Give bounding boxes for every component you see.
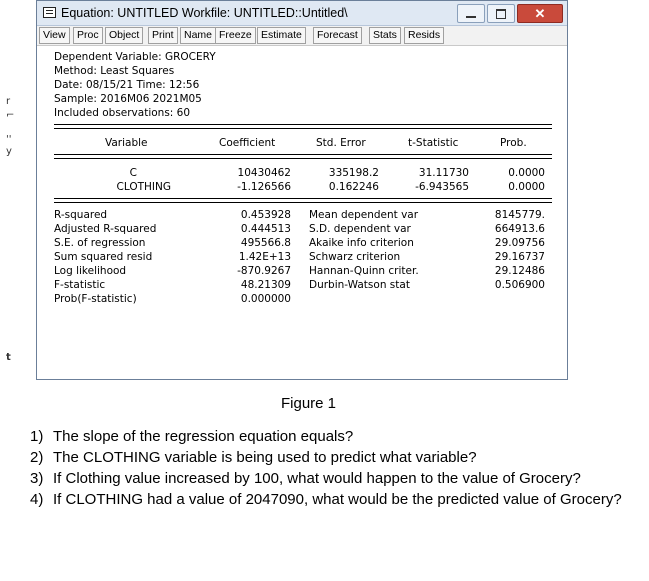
title-bar[interactable] (37, 1, 567, 26)
close-icon: ✕ (534, 6, 546, 21)
equation-window (36, 0, 568, 380)
question-number: 2) (30, 449, 44, 466)
window-title: Equation: UNTITLED Workfile: UNTITLED::Untitled\ (61, 6, 348, 20)
background-mark: r (6, 96, 11, 107)
stat-value: 495566.8 (240, 237, 291, 249)
estimate-button[interactable]: Estimate (257, 27, 306, 44)
column-header: Std. Error (316, 137, 366, 149)
view-button[interactable]: View (39, 27, 70, 44)
question-number: 1) (30, 428, 44, 445)
date-time: Date: 08/15/21 Time: 12:56 (54, 79, 200, 91)
stat-value: 0.444513 (240, 223, 291, 235)
table-cell: 0.162246 (328, 181, 379, 193)
figure-caption: Figure 1 (281, 395, 337, 412)
resids-button[interactable]: Resids (404, 27, 444, 44)
question-text: The slope of the regression equation equals? (53, 428, 354, 445)
table-cell: 335198.2 (328, 167, 379, 179)
included-observations: Included observations: 60 (54, 107, 191, 119)
stat-value: 48.21309 (240, 279, 291, 291)
stat-value: 29.12486 (494, 265, 545, 277)
object-button[interactable]: Object (105, 27, 143, 44)
stat-value: 29.09756 (494, 237, 545, 249)
background-mark: ⌐ (6, 110, 15, 121)
name-button[interactable]: Name (180, 27, 216, 44)
maximize-button[interactable] (487, 4, 515, 23)
list-item (30, 426, 630, 447)
background-mark: t (6, 352, 11, 363)
stat-label: Sum squared resid (54, 251, 153, 263)
table-cell: 0.0000 (508, 181, 545, 193)
stat-value: 1.42E+13 (238, 251, 291, 263)
question-list (30, 426, 630, 510)
sample: Sample: 2016M06 2021M05 (54, 93, 202, 105)
table-cell: -6.943565 (415, 181, 469, 193)
freeze-button[interactable]: Freeze (215, 27, 256, 44)
table-cell: 0.0000 (508, 167, 545, 179)
minimize-button[interactable] (457, 4, 485, 23)
stat-value: 0.506900 (494, 279, 545, 291)
background-window-strip (0, 0, 40, 380)
background-mark: '' (6, 134, 12, 145)
stat-value: 29.16737 (494, 251, 545, 263)
stats-button[interactable]: Stats (369, 27, 401, 44)
question-number: 3) (30, 470, 44, 487)
stat-value: 0.453928 (240, 209, 291, 221)
stat-label: S.E. of regression (54, 237, 146, 249)
column-header: Coefficient (219, 137, 276, 149)
table-cell: C (129, 167, 137, 179)
dependent-variable: Dependent Variable: GROCERY (54, 51, 216, 63)
stat-value: -870.9267 (237, 265, 291, 277)
regression-output (37, 46, 567, 379)
close-button[interactable] (517, 4, 563, 23)
column-header: Variable (105, 137, 148, 149)
stat-label: R-squared (54, 209, 108, 221)
toolbar (37, 26, 567, 46)
window-menu-icon[interactable] (43, 7, 56, 18)
stat-label: Adjusted R-squared (54, 223, 157, 235)
stat-value: 664913.6 (494, 223, 545, 235)
list-item (30, 447, 630, 468)
stat-label: F-statistic (54, 279, 106, 291)
table-rule (54, 154, 552, 159)
stat-label: Prob(F-statistic) (54, 293, 137, 305)
stat-value: 8145779. (494, 209, 545, 221)
forecast-button[interactable]: Forecast (313, 27, 362, 44)
method: Method: Least Squares (54, 65, 175, 77)
stat-label: Mean dependent var (309, 209, 419, 221)
question-text: The CLOTHING variable is being used to predict what variable? (53, 449, 477, 466)
proc-button[interactable]: Proc (73, 27, 103, 44)
stat-label: Hannan-Quinn criter. (309, 265, 419, 277)
table-rule (54, 124, 552, 129)
list-item (30, 489, 643, 510)
table-cell: 10430462 (237, 167, 291, 179)
question-number: 4) (30, 491, 44, 508)
table-cell: 31.11730 (418, 167, 469, 179)
minimize-icon (466, 16, 476, 18)
stat-label: Log likelihood (54, 265, 127, 277)
table-cell: CLOTHING (116, 181, 171, 193)
table-rule (54, 198, 552, 203)
list-item (30, 468, 613, 489)
stat-label: S.D. dependent var (309, 223, 411, 235)
stat-value: 0.000000 (240, 293, 291, 305)
question-text: If CLOTHING had a value of 2047090, what would be the predicted value of Grocery? (53, 491, 622, 508)
stat-label: Durbin-Watson stat (309, 279, 410, 291)
column-header: Prob. (500, 137, 527, 149)
question-text: If Clothing value increased by 100, what would happen to the value of Grocery? (53, 470, 581, 487)
column-header: t-Statistic (408, 137, 459, 149)
maximize-icon (496, 9, 506, 19)
stat-label: Schwarz criterion (309, 251, 401, 263)
stat-label: Akaike info criterion (309, 237, 414, 249)
print-button[interactable]: Print (148, 27, 178, 44)
background-mark: y (6, 146, 12, 157)
table-cell: -1.126566 (237, 181, 291, 193)
